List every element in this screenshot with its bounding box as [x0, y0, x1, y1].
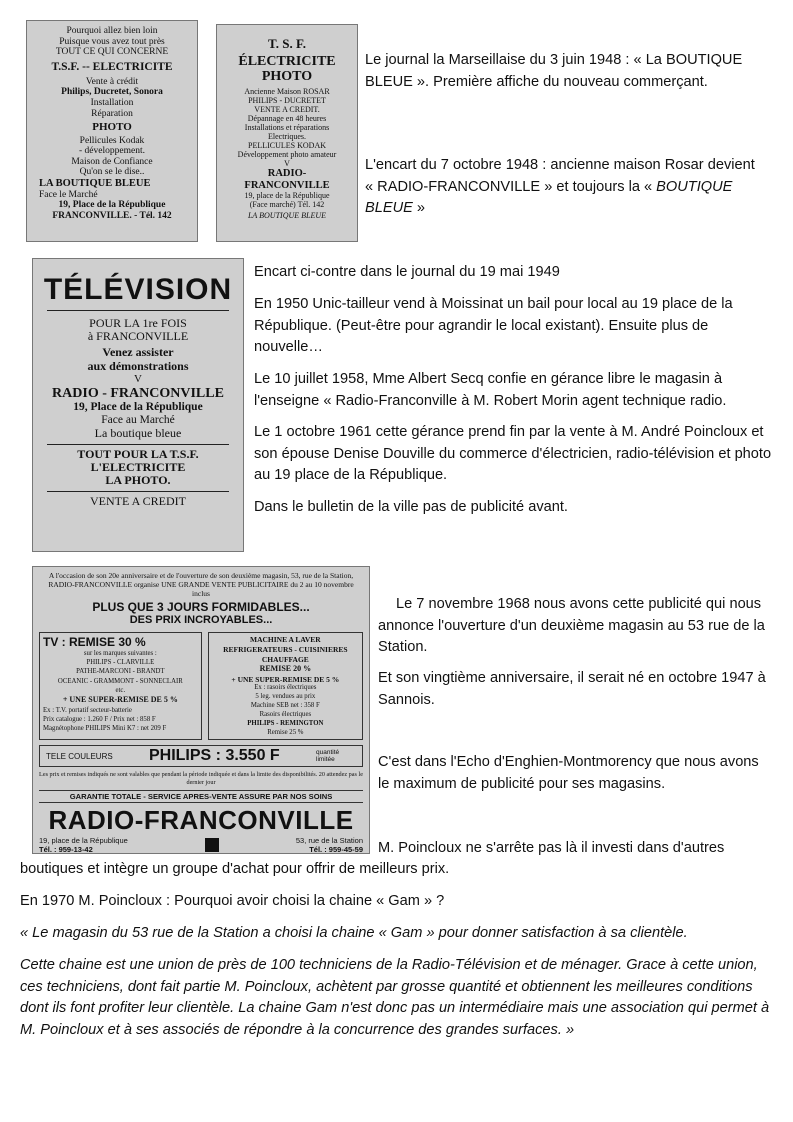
paragraph: [365, 155, 765, 220]
clip-line: Face au Marché: [101, 414, 175, 427]
clip-line: LA PHOTO.: [105, 473, 171, 488]
ad-line: Magnétophone PHILIPS Mini K7 : net 209 F: [43, 725, 167, 732]
clip-line: Pellicules Kodak: [79, 135, 145, 146]
clip-line: Puisque vous avez tout près: [59, 36, 165, 47]
clip-line: Dépannage en 48 heures: [247, 113, 327, 123]
clip-line: Electriques.: [268, 131, 306, 141]
clip-line: V: [284, 158, 290, 168]
ad-line: Machine SEB net : 358 F: [250, 702, 320, 710]
clip-line: FRANCONVILLE. - Tél. 142: [52, 211, 172, 222]
paragraph-italic: BOUTIQUE BLEUE: [365, 178, 733, 216]
paragraph: Le journal la Marseillaise du 3 juin 1948 : « La BOUTIQUE BLEUE ». Première affiche du nouveau commerçant.: [365, 52, 743, 90]
ad-line: MACHINE A LAVER: [249, 635, 321, 644]
clip-line: 19, Place de la République: [58, 200, 166, 211]
ad-fine-print: Les prix et remises indiqués ne sont valables que pendant la période indiquée et dans la limite des disponibilités. 20 attendez pas le dernier jour: [39, 771, 363, 787]
clip-line: à FRANCONVILLE: [87, 329, 189, 344]
clip-line: PHOTO: [261, 69, 313, 85]
clip-line: TOUT POUR LA T.S.F.: [77, 446, 199, 461]
clip-line: ÉLECTRICITE: [238, 53, 336, 69]
clip-line: Installations et réparations: [244, 122, 330, 132]
paragraph: En 1950 Unic-tailleur vend à Moissinat un bail pour local au 19 place de la République. (Peut-être pour agrandir le local existant). Ensuite plus de nouvelle…: [254, 296, 733, 355]
paragraph: Le 10 juillet 1958, Mme Albert Secq confie en gérance libre le magasin à l'enseigne « Radio-Franconville à M. Robert Morin agent technique radio.: [254, 371, 727, 409]
clip-divider: [47, 310, 229, 311]
paragraph: Le 1 octobre 1961 cette gérance prend fin par la vente à M. André Poincloux et son épouse Denise Douville du commerce d'électricien, radio-télévision et photo au 19 place de la République.: [254, 424, 772, 483]
clip-line: RADIO-: [267, 168, 307, 180]
paragraph: M. Poincloux ne s'arrête pas là il investi dans d'autres: [378, 840, 725, 856]
ad-line: CHAUFFAGE: [261, 654, 309, 664]
ad-tv-box: [39, 632, 202, 740]
clip-line: L'ELECTRICITE: [90, 459, 186, 474]
clip-divider: [47, 444, 229, 445]
newspaper-advertisement-1968: [32, 566, 370, 854]
ad-line: Ex : T.V. portatif secteur-batterie: [43, 706, 132, 714]
ad-line: 5 leg. vendues au prix: [255, 693, 316, 701]
ad-address-right: 53, rue de la Station: [295, 835, 363, 845]
ad-philips-price: PHILIPS : 3.550 F: [148, 747, 280, 765]
clip-line: aux démonstrations: [87, 358, 189, 373]
ad-line: + UNE SUPER-REMISE DE 5 %: [231, 674, 340, 684]
paragraph: boutiques et intègre un groupe d'achat pour offrir de meilleurs prix.: [20, 861, 450, 877]
ad-line: Remise 25 %: [267, 728, 304, 736]
quote-paragraph: Cette chaine est une union de près de 100 techniciens de la Radio-Télévision et de ménager. Grace à cette union, ces techniciens, dont fait partie M. Poincloux, achètent par grosse quantité et obtiennent les meilleures conditions dont ils font profiter leur clientèle. La chaine Gam n'est donc pas un intermédiaire mais une association qui permet à M. Poincloux et à ses associés de répondre à la concurrence des grandes surfaces. »: [20, 957, 770, 1038]
newspaper-clipping-boutique-bleue: [26, 20, 198, 242]
ad-tel-left: Tél. : 959-13-42: [39, 845, 93, 854]
clip-line: 19, Place de la République: [73, 401, 203, 414]
clip-line: PELLICULES KODAK: [248, 140, 326, 150]
ad-headline: DES PRIX INCROYABLES...: [129, 614, 273, 626]
paragraph: Dans le bulletin de la ville pas de publicité avant.: [254, 499, 568, 515]
clip-line: LA BOUTIQUE BLEUE: [39, 178, 151, 190]
ad-headline: PLUS QUE 3 JOURS FORMIDABLES...: [92, 600, 310, 614]
ad-line: OCEANIC - GRAMMONT - SONNECLAIR: [57, 677, 183, 685]
ad-tv-title: TV : REMISE 30 %: [43, 635, 146, 649]
clip-line: Installation: [90, 98, 134, 108]
clip-line: LA BOUTIQUE BLEUE: [247, 210, 327, 220]
ad-color-tv-banner: [39, 745, 363, 767]
clip-line: Philips, Ducretet, Sonora: [61, 87, 163, 98]
ad-limited: quantité limitée: [316, 749, 340, 764]
clip-line: - développement.: [79, 146, 145, 157]
paragraph: En 1970 M. Poincloux : Pourquoi avoir choisi la chaine « Gam » ?: [20, 893, 445, 909]
ad-line: REMISE 20 %: [259, 664, 312, 674]
newspaper-clipping-radio-franconville-1948: [216, 24, 358, 242]
clip-line: T.S.F. -- ELECTRICITE: [51, 60, 173, 73]
clip-line: TOUT CE QUI CONCERNE: [55, 47, 169, 58]
clip-line: 19, place de la République: [244, 190, 330, 200]
clip-line: Face le Marché: [39, 189, 98, 200]
ad-address-left: 19, place de la République: [39, 835, 128, 845]
clip-line: Développement photo amateur: [237, 149, 337, 159]
clip-line: TÉLÉVISION: [43, 273, 233, 306]
clip-line: T. S. F.: [268, 36, 306, 51]
clip-line: PHOTO: [92, 121, 132, 134]
ad-color-tv: TELE COULEURS: [46, 751, 113, 761]
clip-line: V: [134, 373, 142, 386]
ad-brand: RADIO-FRANCONVILLE: [48, 804, 354, 835]
clip-line: PHILIPS - DUCRETET: [248, 95, 326, 105]
paragraph-text: »: [412, 200, 426, 216]
ad-guarantee: GARANTIE TOTALE - SERVICE APRES-VENTE ASSURE PAR NOS SOINS: [39, 790, 363, 803]
ad-line: REFRIGERATEURS - CUISINIERES: [223, 644, 348, 654]
clip-line: RADIO - FRANCONVILLE: [52, 385, 224, 401]
clip-line: VENTE A CREDIT.: [254, 104, 320, 114]
newspaper-clipping-television-1949: [32, 258, 244, 552]
clip-divider: [47, 491, 229, 492]
paragraph: Et son vingtième anniversaire, il serait né en octobre 1947 à Sannois.: [378, 670, 766, 708]
clip-line: Pourquoi allez bien loin: [66, 26, 158, 36]
ad-line: Rasoirs électriques: [259, 710, 312, 718]
ad-line: Prix catalogue : 1.260 F / Prix net : 858 F: [43, 715, 156, 723]
ad-line: sur les marques suivantes :: [83, 650, 157, 657]
paragraph-text: L'encart du 7 octobre 1948 : ancienne maison Rosar devient « RADIO-FRANCONVILLE » et toujours la «: [365, 157, 755, 195]
clip-line: Vente à crédit: [85, 76, 139, 87]
clip-line: VENTE A CREDIT: [90, 493, 186, 508]
paragraph: Encart ci-contre dans le journal du 19 mai 1949: [254, 264, 560, 280]
clip-line: Maison de Confiance: [71, 156, 153, 167]
quote-paragraph: « Le magasin du 53 rue de la Station a choisi la chaine « Gam » pour donner satisfaction à sa clientèle.: [20, 925, 688, 941]
ad-line: PATHE-MARCONI - BRANDT: [76, 668, 165, 676]
ad-intro: A l'occasion de son 20e anniversaire et de l'ouverture de son deuxième magasin, 53, rue de la Station, RADIO-FRANCONVILLE organise UNE GRANDE VENTE PUBLICITAIRE du 2 au 10 novembre inclus: [48, 571, 354, 598]
clip-line: Réparation: [91, 108, 133, 119]
ad-line: PHILIPS - REMINGTON: [247, 719, 324, 727]
logo-square-icon: [205, 838, 219, 852]
clip-line: Ancienne Maison ROSAR: [244, 86, 330, 96]
clip-line: FRANCONVILLE: [244, 180, 330, 192]
paragraph: Le 7 novembre 1968 nous avons cette publicité qui nous annonce l'ouverture d'un deuxième magasin au 53 rue de la Station.: [378, 596, 765, 655]
paragraph: C'est dans l'Echo d'Enghien-Montmorency que nous avons le maximum de publicité pour ses magasins.: [378, 754, 759, 792]
ad-line: etc.: [115, 686, 126, 694]
ad-line: Ex : rasoirs électriques: [254, 684, 317, 692]
clip-line: Venez assister: [102, 345, 174, 360]
ad-line: + UNE SUPER-REMISE DE 5 %: [62, 694, 178, 704]
clip-line: POUR LA 1re FOIS: [89, 315, 187, 330]
clip-line: (Face marché) Tél. 142: [249, 199, 325, 209]
ad-appliance-box: [208, 632, 363, 740]
ad-tel-right: Tél. : 959-45-59: [309, 845, 363, 854]
ad-line: PHILIPS - CLARVILLE: [86, 659, 155, 667]
clip-line: Qu'on se le dise..: [79, 167, 145, 178]
clip-line: La boutique bleue: [94, 426, 182, 441]
